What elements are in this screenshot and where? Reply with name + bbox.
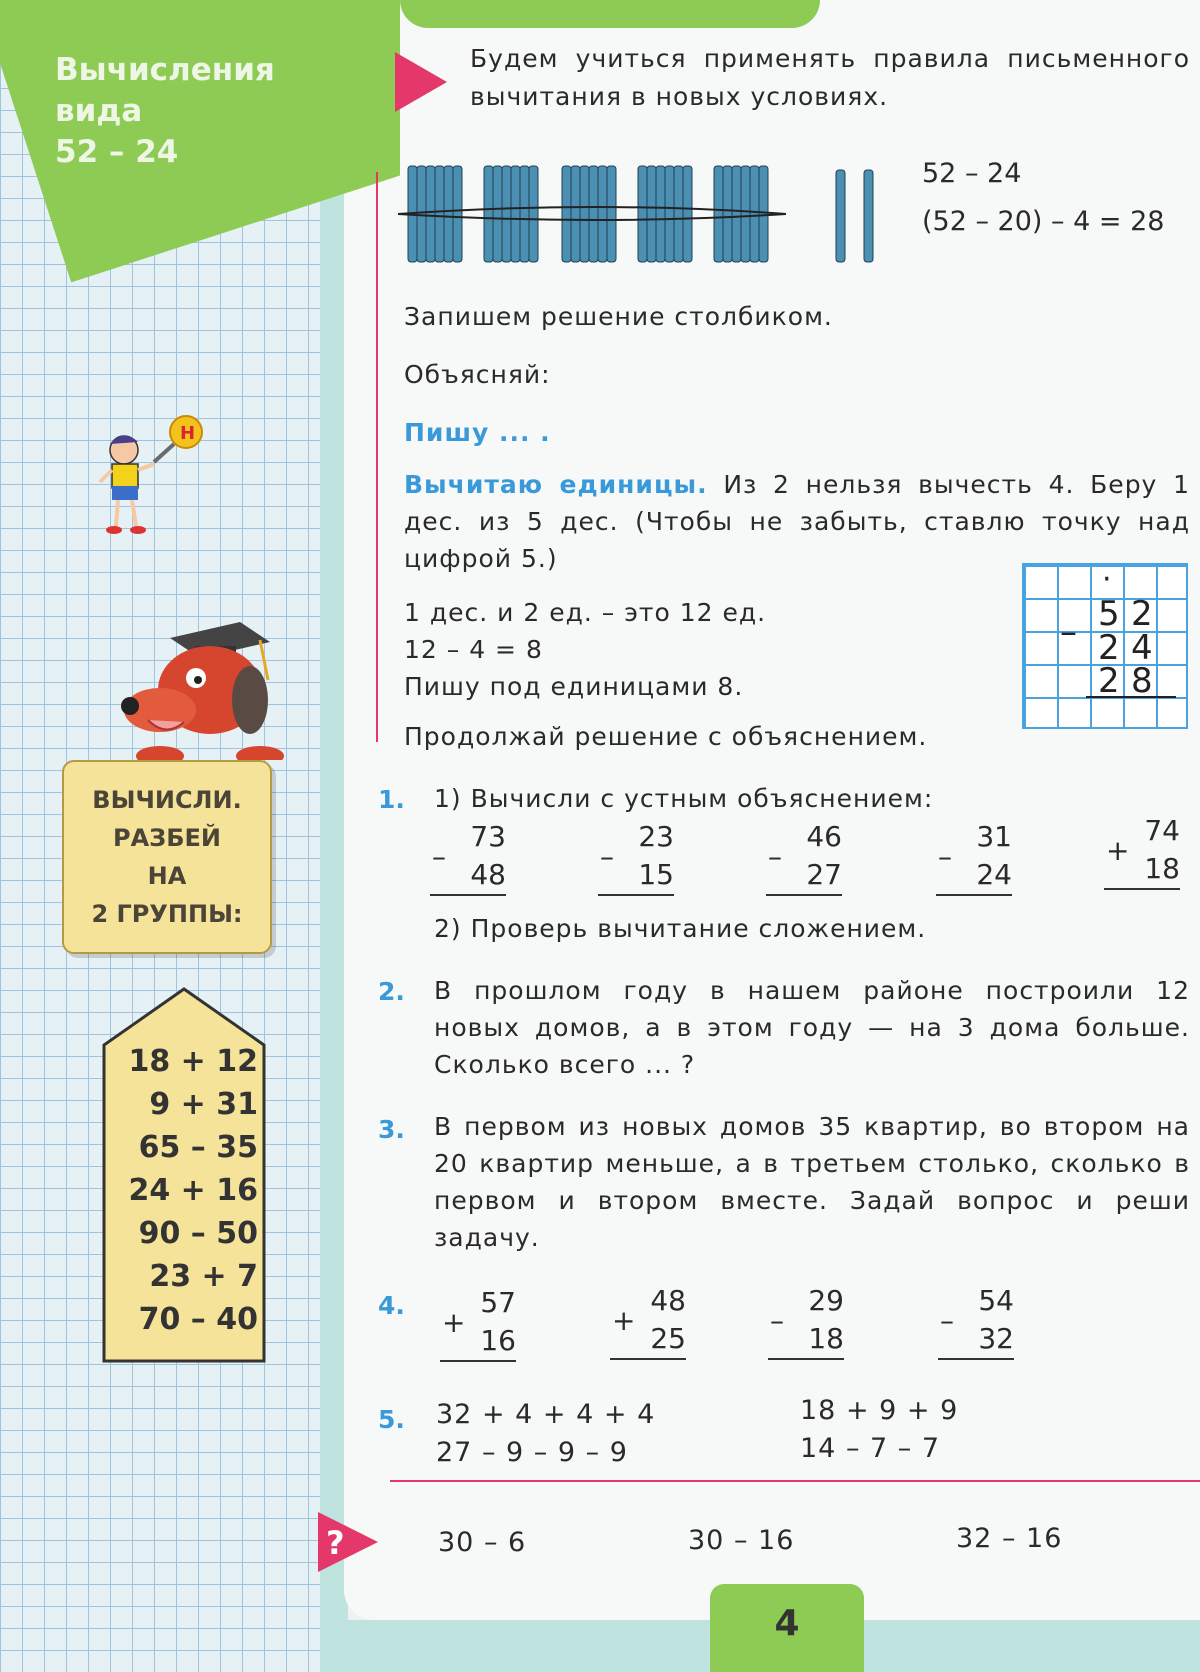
task3-text: В первом из новых домов 35 квартир, во втором на 20 квартир меньше, а в третьем столько, сколько в первом и втором вместе. Задай вопрос и реши задачу. [434, 1112, 1190, 1252]
column-example: + 74 18 [1110, 812, 1180, 890]
house-expression: 9 + 31 [149, 1087, 258, 1122]
task-number: 2. [378, 977, 405, 1006]
sticks-bundles-illustration [398, 160, 878, 270]
intro-formula: 52 – 24 (52 – 20) – 4 = 28 [922, 158, 1165, 237]
svg-text:?: ? [326, 1524, 345, 1562]
digit: 2 [1098, 661, 1120, 701]
column-example: + 48 25 [616, 1282, 686, 1360]
column-example: – 46 27 [772, 818, 842, 896]
house-expression: 23 + 7 [149, 1259, 258, 1294]
expression: 14 – 7 – 7 [800, 1433, 941, 1464]
dog-in-graduation-cap-illustration [100, 620, 290, 760]
expression: 18 + 9 + 9 [800, 1395, 959, 1426]
top-green-strip [400, 0, 820, 28]
column-example: – 54 32 [944, 1282, 1014, 1360]
minus-sign: – [1060, 612, 1077, 652]
house-expression: 90 – 50 [138, 1216, 258, 1251]
task1-part2: 2) Проверь вычитание сложением. [434, 914, 927, 943]
bonus-expression: 30 – 6 [438, 1527, 527, 1558]
house-expression: 70 – 40 [138, 1302, 258, 1337]
bonus-expression: 30 – 16 [688, 1525, 795, 1556]
digit: 2 [1098, 628, 1120, 668]
column-example: – 31 24 [942, 818, 1012, 896]
house-expression: 24 + 16 [128, 1173, 258, 1208]
digit: 8 [1131, 661, 1153, 701]
goal-arrow-icon [395, 52, 447, 112]
column-example: + 57 16 [446, 1284, 516, 1362]
explain-label: Объясняй: [404, 360, 551, 389]
house-expression: 65 – 35 [138, 1130, 258, 1165]
house-expression-list [118, 1040, 258, 1341]
lesson-goal: Будем учиться применять правила письменного вычитания в новых условиях. [470, 44, 1190, 111]
task-number: 4. [378, 1291, 405, 1320]
explain-line: Пишу под единицами 8. [404, 672, 744, 701]
column-subtraction-grid [1022, 563, 1188, 729]
i-write-label: Пишу ... . [404, 418, 551, 447]
column-example: – 29 18 [774, 1282, 844, 1360]
borrow-dot: · [1102, 562, 1112, 597]
expression: 27 – 9 – 9 – 9 [436, 1437, 628, 1468]
margin-line [376, 172, 378, 742]
svg-text:Н: Н [180, 423, 196, 444]
task-number: 5. [378, 1405, 405, 1434]
house-expressions [100, 985, 268, 1365]
explain-line: 12 – 4 = 8 [404, 635, 543, 664]
digit: 5 [1098, 594, 1120, 634]
digit: 2 [1131, 594, 1153, 634]
expression: 32 + 4 + 4 + 4 [436, 1399, 656, 1430]
question-arrow-icon [318, 1512, 378, 1572]
task2-text: В прошлом году в нашем районе построили 12 новых домов, а в этом году — на 3 дома больше. Сколько всего ... ? [434, 976, 1190, 1079]
boy-with-magnifier-illustration [96, 410, 216, 540]
continue-text: Продолжай решение с объяснением. [404, 722, 928, 751]
task-number: 1. [378, 785, 405, 814]
column-example: – 73 48 [436, 818, 506, 896]
task-number: 3. [378, 1115, 405, 1144]
column-example: – 23 15 [604, 818, 674, 896]
bonus-divider [390, 1480, 1200, 1482]
subtract-units-paragraph: Вычитаю единицы. Из 2 нельзя вычесть 4. Беру 1 дес. из 5 дес. (Чтобы не забыть, ставлю точку над цифрой 5.) [404, 470, 1190, 573]
write-column-text: Запишем решение столбиком. [404, 302, 833, 331]
task1-part1: 1) Вычисли с устным объяснением: [434, 784, 934, 813]
explain-line: 1 дес. и 2 ед. – это 12 ед. [404, 598, 767, 627]
topic-tab [0, 0, 400, 330]
task-card: ВЫЧИСЛИ. РАЗБЕЙ НА 2 ГРУППЫ: [62, 760, 272, 954]
page-number: 4 [710, 1584, 864, 1672]
digit: 4 [1131, 628, 1153, 668]
topic-title: Вычисления вида 52 – 24 [55, 52, 275, 170]
bonus-expression: 32 – 16 [956, 1523, 1063, 1554]
house-expression: 18 + 12 [128, 1044, 258, 1079]
